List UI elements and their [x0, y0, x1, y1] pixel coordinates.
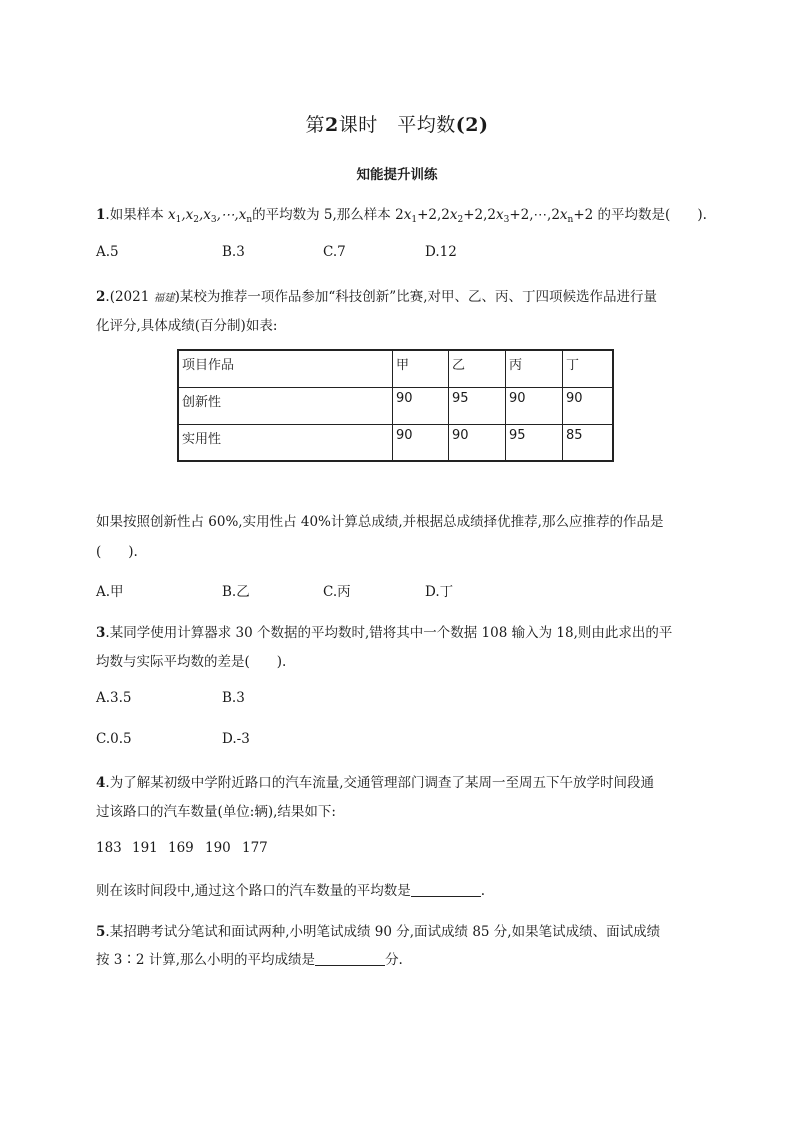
- question-2-line-1: [96, 285, 657, 305]
- option-c: C.丙: [323, 584, 351, 600]
- question-text: .如果样本: [105, 207, 164, 223]
- question-region: 福建: [153, 292, 175, 304]
- question-4-line-2: 过该路口的汽车数量(单位:辆),结果如下:: [96, 804, 336, 820]
- answer-blank[interactable]: [315, 953, 385, 966]
- title-rest: 课时 平均数: [338, 114, 456, 136]
- question-text: .: [480, 883, 486, 899]
- title-prefix: 第: [305, 114, 326, 136]
- answer-blank[interactable]: [411, 884, 481, 897]
- table-cell: 甲: [393, 350, 449, 387]
- page-title: [0, 110, 794, 137]
- table-cell: 实用性: [178, 424, 393, 461]
- question-number: 5: [96, 924, 106, 940]
- data-value: 190: [205, 840, 231, 856]
- table-cell: 90: [393, 424, 449, 461]
- question-number: 1: [96, 207, 106, 223]
- question-text: .某招聘考试分笔试和面试两种,小明笔试成绩 90 分,面试成绩 85 分,如果笔试成绩、面试成绩: [105, 924, 661, 940]
- question-text: .某同学使用计算器求 30 个数据的平均数时,错将其中一个数据 108 输入为 18,则由此求出的平: [105, 625, 673, 641]
- question-2-after-line-1: 如果按照创新性占 60%,实用性占 40%计算总成绩,并根据总成绩择优推荐,那么应推荐的作品是: [96, 514, 664, 530]
- option-a: A.甲: [96, 584, 124, 600]
- table-cell: 95: [506, 424, 563, 461]
- question-4-line-3: [96, 879, 485, 899]
- table-cell: 90: [449, 424, 506, 461]
- option-c: C.0.5: [96, 731, 132, 747]
- table-cell: 85: [563, 424, 614, 461]
- option-a: A.5: [96, 244, 119, 260]
- table-row: [178, 424, 613, 461]
- data-value: 191: [132, 840, 158, 856]
- table-cell: 创新性: [178, 387, 393, 424]
- question-text: )某校为推荐一项作品参加“科技创新”比赛,对甲、乙、丙、丁四项候选作品进行量: [174, 289, 657, 305]
- table-row: [178, 387, 613, 424]
- question-year: .(2021: [105, 289, 154, 305]
- table-cell: 丁: [563, 350, 614, 387]
- data-value: 183: [96, 840, 122, 856]
- question-3-line-2: 均数与实际平均数的差是( ).: [96, 654, 287, 670]
- question-4-line-1: [96, 771, 654, 791]
- question-text: .为了解某初级中学附近路口的汽车流量,交通管理部门调查了某周一至周五下午放学时间段通: [105, 775, 654, 791]
- question-text: 的平均数为 5,那么样本: [252, 207, 396, 223]
- question-2-after-line-2: ( ).: [96, 544, 138, 560]
- question-5-line-1: [96, 920, 660, 940]
- table-header-row: [178, 350, 613, 387]
- table-cell: 90: [393, 387, 449, 424]
- title-num: 2: [325, 114, 339, 136]
- question-2-line-2: 化评分,具体成绩(百分制)如表:: [96, 318, 278, 334]
- score-table: [177, 349, 614, 462]
- option-b: B.3: [222, 244, 245, 260]
- data-value: 177: [242, 840, 268, 856]
- option-d: D.12: [425, 244, 457, 260]
- question-number: 4: [96, 775, 106, 791]
- question-text: 则在该时间段中,通过这个路口的汽车数量的平均数是: [96, 883, 411, 899]
- question-text: 按 3∶2 计算,那么小明的平均成绩是: [96, 952, 316, 968]
- table-cell: 丙: [506, 350, 563, 387]
- title-suffix: (2): [455, 114, 489, 136]
- question-number: 2: [96, 289, 106, 305]
- option-c: C.7: [323, 244, 346, 260]
- table-cell: 项目作品: [178, 350, 393, 387]
- option-a: A.3.5: [96, 690, 132, 706]
- transformed-sample-expression: $2x_1+2,2x_2+2,2x_3+2,\cdots,2x_n+2$: [395, 207, 594, 225]
- table-cell: 90: [506, 387, 563, 424]
- table-cell: 乙: [449, 350, 506, 387]
- question-3-line-1: [96, 621, 672, 641]
- question-text: 分.: [385, 952, 403, 968]
- section-subtitle: 知能提升训练: [356, 167, 438, 183]
- option-b: B.乙: [222, 584, 250, 600]
- option-d: D.丁: [425, 584, 454, 600]
- option-d: D.-3: [222, 731, 250, 747]
- question-text: 的平均数是( ).: [597, 207, 707, 223]
- table-cell: 90: [563, 387, 614, 424]
- question-5-line-2: [96, 948, 403, 968]
- table-cell: 95: [449, 387, 506, 424]
- question-1: [96, 203, 707, 225]
- option-b: B.3: [222, 690, 245, 706]
- data-value: 169: [168, 840, 194, 856]
- sample-expression: $x_1,x_2,x_3,\cdots,x_n$: [168, 207, 253, 225]
- question-number: 3: [96, 625, 106, 641]
